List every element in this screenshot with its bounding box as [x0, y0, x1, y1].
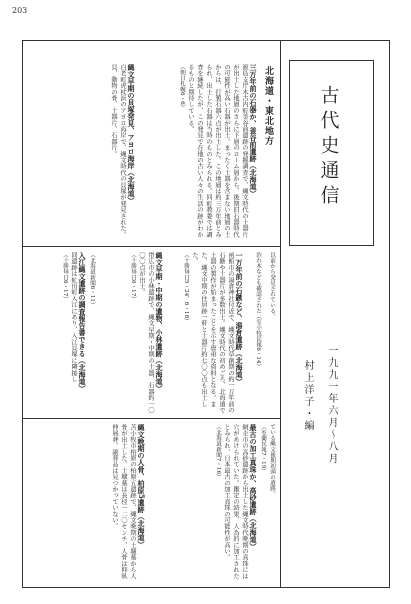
article-heading: 最古の加工真珠か、高砂遺跡（北海道）: [249, 424, 258, 550]
side-note-text: 渋れ木なども確認された（室小牧民報6・14）: [255, 252, 261, 370]
divider-title: [280, 40, 281, 588]
article-takasago: [150, 424, 258, 584]
article-kobayashi: [100, 252, 164, 414]
article-ayoro: [28, 64, 136, 242]
article-yukura: [168, 252, 244, 414]
article-source: （十勝毎日6・17）: [62, 252, 68, 302]
region-heading: 北海道・東北地方: [263, 66, 273, 146]
side-note: [248, 252, 262, 414]
article-heading: 縄文早期・中期の遺物、小林遺跡（北海道）: [155, 252, 164, 392]
article-source: （室蘭民報7・19）: [260, 424, 266, 474]
article-source: （十勝毎日6・17）: [130, 252, 136, 302]
editor-credit: 村上洋子・編: [302, 360, 313, 432]
article-source: （北海道新聞6・11）: [89, 252, 95, 308]
article-heading: 入江縄文遺跡の調査報告書できる（北海道）: [78, 252, 87, 392]
article-heading: 一万年前の石鏃など、湯倉遺跡（北海道）: [235, 252, 244, 385]
carry-text: ている縄文後期初頭の遺跡。: [269, 424, 275, 497]
article-source: （朝日札幌6・6）: [179, 64, 185, 111]
article-body: 網走市の高砂遺跡から出土した縄文時代晩期の真珠には穴があけられていた。鑑定の結果、人為的に加工されたとみられ、日本最古の加工真珠の可能性が高い。: [223, 424, 248, 579]
article-heading: 縄文晩期の人骨、柏原5遺跡（北海道）: [137, 424, 146, 548]
article-body: 苫小牧市柏原の柏原五遺跡で、縄文晩期の土壙墓から人骨が出土した。土壙墓は長径一二〇センチ、人骨は仰臥伸展葬。副葬品は見つかっていない。: [111, 424, 136, 579]
article-heading: 縄文早期の貝塚発見、アヨロ海岸（北海道）: [127, 64, 136, 204]
issue-date: 一九九一年六月〜八月: [326, 345, 337, 465]
divider-row2: [22, 418, 280, 419]
carry-text-bottom: [262, 424, 276, 584]
article-source: （十勝毎日5・24、6・18）: [183, 252, 189, 324]
article-body: 同遺跡は虻田町入江にあり、入江貝塚に隣接し: [70, 252, 77, 383]
article-kashiwabara: [28, 424, 146, 584]
carry-text-middle: [262, 252, 276, 414]
article-body: 帯広市の小林遺跡で、縄文早期・中期の土器、石器約一〇〇〇点が出土。: [138, 252, 154, 414]
article-body: 白老町虎杖浜のアヨロ海岸で、縄文時代の貝塚が発見された。貝、動物の骨、土器片、石器片。: [110, 64, 126, 238]
carry-text: 以前から発見されている。: [269, 252, 275, 320]
title-box: [289, 60, 374, 246]
page-number: 203: [12, 6, 28, 15]
article-heading: 三万年前の石器か、釜谷前遺跡（北海道）: [249, 64, 258, 197]
article-kamayamae: [140, 64, 258, 242]
divider-row1: [22, 246, 280, 247]
article-irie: [28, 252, 96, 414]
article-source: （北海道新聞7・16）: [215, 424, 221, 480]
page-title: 古代史通信: [317, 85, 340, 210]
article-body: 渡島支庁木古内町釜谷前遺跡の発掘調査で、縄文時代の土器片が出土した地層のさらに下層のローム層から、後期旧石器時代の可能性が高い石器が出土。まったく土器を含まない地層の土からは、打製石器六点が出土した。この地層は約三万年前とみられ、出土した石器は当時のものとみられる。同町教委では調査を継続したが、この発見で在地の古い人々の生活の跡がわかるものと期待している。: [187, 64, 248, 238]
article-body: 函館市の湯倉神社付近で、縄文時代草創期の約一万年前の石鏃や土器片が多数出土。縄文時代の初めごろ、北海道で土器の製作が始まったことを示す貴重な資料となる。また、縄文中期の住居跡一軒と土器片約七〇〇点も出土した。: [191, 252, 234, 414]
